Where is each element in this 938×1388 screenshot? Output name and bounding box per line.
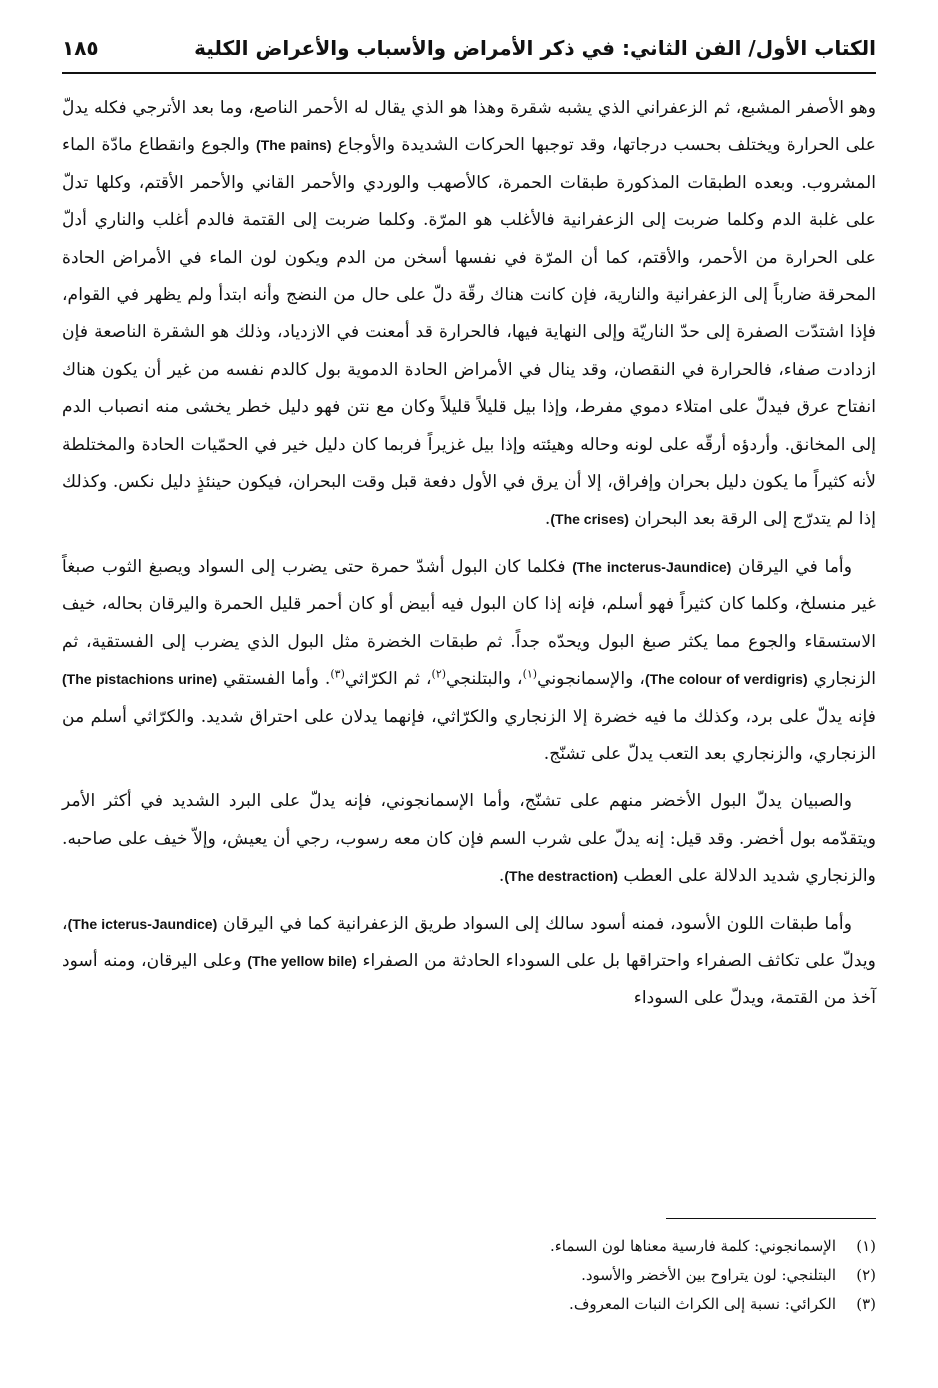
body-text (62, 90, 876, 1018)
footnote (62, 1290, 876, 1319)
text-segment: فكلما كان البول أشدّ حمرة حتى يضرب إلى السواد ويصبغ الثوب صبغاً غير منسلخ، وكلما كان كثيراً فهو أسلم، فإنه إذا كان البول فيه أبيض أو كان أحمر قليل الحمرة واليرقان بحاله، خيف الاستسقاء والجوع مما يكثر صبغ البول ويحدّه جداً. ثم طبقات الخضرة مثل البول الذي يضرب إلى الفستقية، ثم الزنجاري (62, 556, 876, 690)
text-segment: والصبيان يدلّ البول الأخضر منهم على تشنّج، وأما الإسمانجوني، فإنه يدلّ على البرد الشديد في أكثر الأمر ويتقدّمه بول أخضر. وقد قيل: إنه يدلّ على شرب السم فإن كان معه رسوب، رجي أن يعيش، وإلاّ خيف على صاحبه. والزنجاري شديد الدلالة على العطب (62, 791, 876, 887)
english-term: (The pistachions urine) (62, 671, 218, 688)
paragraph (62, 549, 876, 773)
text-segment: ، ثم الكرّاثي (344, 669, 432, 690)
paragraph (62, 906, 876, 1018)
text-segment: وأما طبقات اللون الأسود، فمنه أسود سالك إلى السواد طريق الزعفرانية كما في اليرقان (217, 913, 853, 934)
footnote-number: (٣) (856, 1295, 876, 1313)
english-term: (The icterus-Jaundice) (67, 915, 218, 932)
header-title: الكتاب الأول/ الفن الثاني: في ذكر الأمراض والأسباب والأعراض الكلية (194, 36, 876, 60)
text-segment: وهو الأصفر المشبع، ثم الزعفراني الذي يشبه شقرة وهذا هو الذي يقال له الأحمر الناصع، وما بعد الأترجي فكله يدلّ على الحرارة ويختلف بحسب درجاتها، وقد توجبها الحركات الشديدة والأوجاع (62, 98, 876, 156)
english-term: (The pains) (256, 137, 332, 154)
footnotes (62, 1232, 876, 1319)
text-segment: وأما في اليرقان (731, 556, 853, 577)
footnote-text: الكرائي: نسبة إلى الكراث النبات المعروف. (569, 1295, 836, 1313)
footnote-ref: (٣) (330, 667, 345, 681)
english-term: (The destraction) (504, 868, 618, 885)
paragraph (62, 783, 876, 895)
english-term: (The yellow bile) (247, 952, 357, 969)
book-page (62, 28, 876, 1368)
page-number: ١٨٥ (62, 36, 99, 60)
text-segment: فإنه يدلّ على برد، وكذلك ما فيه خضرة إلا الزنجاري والكرّاثي، فإنهما يدلان على احتراق شديد. والكرّاثي أسلم من الزنجاري، والزنجاري بعد التعب يدلّ على تشنّج. (62, 706, 876, 764)
text-segment: ، والبتلنجي (446, 669, 523, 690)
footnote (62, 1261, 876, 1290)
footnote-text: الإسمانجوني: كلمة فارسية معناها لون السماء. (549, 1237, 836, 1255)
text-segment: ، ويدلّ على تكاثف الصفراء واحتراقها بل على السوداء الحادثة من الصفراء (62, 913, 876, 971)
running-header (62, 28, 876, 74)
paragraph (62, 90, 876, 539)
footnote-number: (١) (856, 1237, 876, 1255)
footnote (62, 1232, 876, 1261)
text-segment: ، والإسمانجوني (537, 669, 645, 690)
footnote-ref: (١) (522, 667, 538, 681)
english-term: (The colour of verdigris) (644, 671, 808, 688)
text-segment: . (544, 509, 551, 530)
text-segment: وعلى اليرقان، ومنه أسود آخذ من القتمة، ويدلّ على السوداء (62, 950, 876, 1009)
text-segment: . (498, 866, 505, 887)
text-segment: والجوع وانقطاع مادّة الماء المشروب. وبعده الطبقات المذكورة طبقات الحمرة، كالأصهب والوردي والأحمر القاني والأحمر الأقتم، وكلها تدلّ على غلبة الدم وكلما ضربت إلى الزعفرانية فالأغلب هو المرّة. وكلما ضربت إلى القتمة فالدم أغلب والناري أدلّ على الحرارة من الأحمر، والأقتم، كما أن المرّة في نفسها أسخن من الدم ويكون لون الماء في الأمراض الحادة المحرقة ضارباً إلى الزعفرانية والنارية، فإن كانت هناك رقّة دلّ على حال من النضج وأنه ابتدأ ولم يظهر في القوام، فإذا اشتدّت الصفرة إلى حدّ الناريّة وإلى النهاية فيها، فالحرارة قد أمعنت في الازدياد، وذلك هو الشقرة الناصعة فإن ازدادت صفاء، فالحرارة في النقصان، وقد ينال في الأمراض الحادة الدموية بول كالدم نفسه من غير أن يكون هناك انفتاح عرق فيدلّ على امتلاء دموي مفرط، وإذا بيل قليلاً قليلاً وكان مع نتن فهو دليل خطر يخشى منه انصباب الدم إلى المخانق. وأردؤه أرقّه على لونه وحاله وهيئته وإذا بيل غزيراً فربما كان دليل خير في الحمّيات الحادة والمختلطة لأنه كثيراً ما يكون دليل بحران وإفراق، إلا أن يرق في الأول دفعة قبل وقت البحران، فيكون حينئذٍ دليل نكس. وكذلك إذا لم يتدرّج إلى الرقة بعد البحران (62, 135, 876, 530)
footnote-ref: (٢) (431, 667, 447, 681)
text-segment: . وأما الفستقي (217, 669, 331, 690)
footnote-separator (666, 1218, 876, 1219)
footnote-number: (٢) (856, 1266, 876, 1284)
footnote-text: البتلنجي: لون يتراوح بين الأخضر والأسود. (581, 1266, 836, 1284)
english-term: (The incterus-Jaundice) (572, 558, 732, 575)
english-term: (The crises) (550, 511, 629, 528)
